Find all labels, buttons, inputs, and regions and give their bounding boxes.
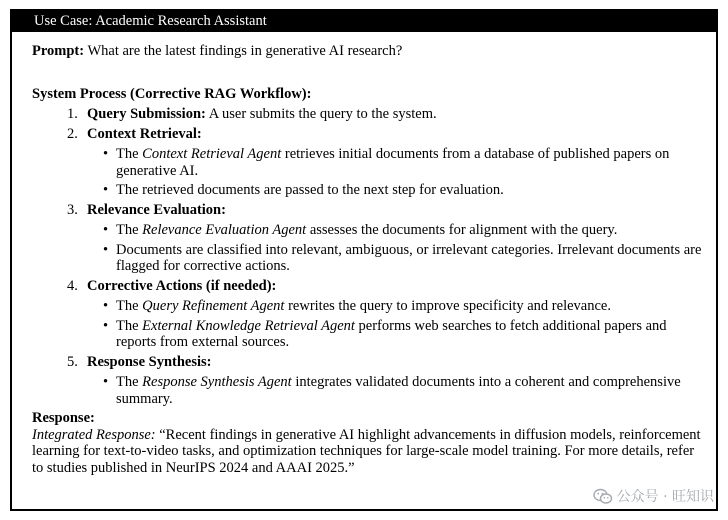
step-number: 2.	[67, 125, 78, 142]
agent-name: Context Retrieval Agent	[142, 146, 282, 162]
step-title: Response Synthesis:	[87, 353, 212, 370]
watermark-text: 公众号 · 旺知识	[616, 489, 714, 505]
prompt-line	[32, 43, 702, 60]
step-title: Context Retrieval:	[87, 125, 202, 142]
watermark	[593, 486, 714, 506]
bullet-icon: •	[103, 374, 109, 390]
step-bullets	[87, 222, 702, 275]
bullet-post: assesses the documents for alignment with the query.	[309, 222, 618, 238]
step-bullets	[87, 374, 702, 407]
bullet-pre: The	[116, 146, 139, 162]
bullet-icon: •	[103, 241, 109, 258]
step-number: 4.	[67, 277, 78, 294]
process-steps	[32, 106, 702, 407]
step-2	[32, 126, 702, 199]
response-sublabel: Integrated Response:	[32, 426, 156, 443]
bullet-icon: •	[103, 298, 109, 314]
response-text: “Recent findings in generative AI highlight advancements in diffusion models, reinforcement learning for text-to-video tasks, and optimization techniques for large-scale model training. For more details, refer to studies published in NeurIPS 2024 and AAAI 2025.”	[32, 426, 701, 476]
process-heading: System Process (Corrective RAG Workflow):	[32, 85, 312, 102]
step-text: A user submits the query to the system.	[208, 106, 437, 122]
prompt-text: What are the latest findings in generative AI research?	[87, 43, 403, 59]
prompt-label: Prompt:	[32, 43, 85, 59]
step-number: 1.	[67, 106, 78, 122]
agent-name: Response Synthesis Agent	[142, 374, 292, 390]
bullet-post: rewrites the query to improve specificity and relevance.	[288, 298, 611, 314]
bullet-pre: The	[116, 317, 139, 334]
response-label: Response:	[32, 410, 95, 426]
step-bullets	[87, 146, 702, 199]
bullet-text: The retrieved documents are passed to the next step for evaluation.	[116, 182, 504, 198]
bullet-icon: •	[103, 146, 109, 162]
step-number: 5.	[67, 353, 78, 370]
bullet-icon: •	[103, 182, 109, 198]
step-title: Query Submission:	[87, 106, 206, 122]
use-case-content	[12, 32, 716, 476]
bullet-item	[87, 298, 702, 315]
step-title: Relevance Evaluation:	[87, 201, 226, 218]
bullet-item	[87, 318, 702, 351]
bullet-item	[87, 222, 702, 239]
wechat-icon	[593, 488, 613, 505]
use-case-box	[10, 9, 718, 511]
step-4	[32, 278, 702, 351]
bullet-item	[87, 374, 702, 407]
step-title: Corrective Actions (if needed):	[87, 277, 277, 294]
agent-name: Query Refinement Agent	[142, 298, 285, 314]
bullet-item	[87, 182, 702, 199]
bullet-icon: •	[103, 317, 109, 334]
step-5	[32, 354, 702, 408]
bullet-pre: The	[116, 374, 139, 390]
agent-name: Relevance Evaluation Agent	[142, 222, 307, 238]
agent-name: External Knowledge Retrieval Agent	[142, 317, 355, 334]
use-case-title: Use Case: Academic Research Assistant	[12, 11, 716, 32]
bullet-post: retrieves initial documents from a database of published papers on generative AI.	[116, 146, 670, 179]
bullet-post: performs web searches to fetch additional papers and reports from external sources.	[116, 317, 667, 350]
step-bullets	[87, 298, 702, 351]
bullet-item	[87, 242, 702, 275]
bullet-post: integrates validated documents into a coherent and comprehensive summary.	[116, 374, 681, 407]
bullet-pre: The	[116, 222, 139, 238]
bullet-pre: The	[116, 298, 139, 314]
response-body	[32, 427, 702, 477]
step-3	[32, 202, 702, 275]
step-number: 3.	[67, 201, 78, 218]
step-1	[32, 106, 702, 123]
bullet-item	[87, 146, 702, 179]
response-block	[32, 410, 702, 476]
bullet-text: Documents are classified into relevant, ambiguous, or irrelevant categories. Irrelevant documents are flagged for corrective actions.	[116, 241, 702, 274]
bullet-icon: •	[103, 222, 109, 238]
